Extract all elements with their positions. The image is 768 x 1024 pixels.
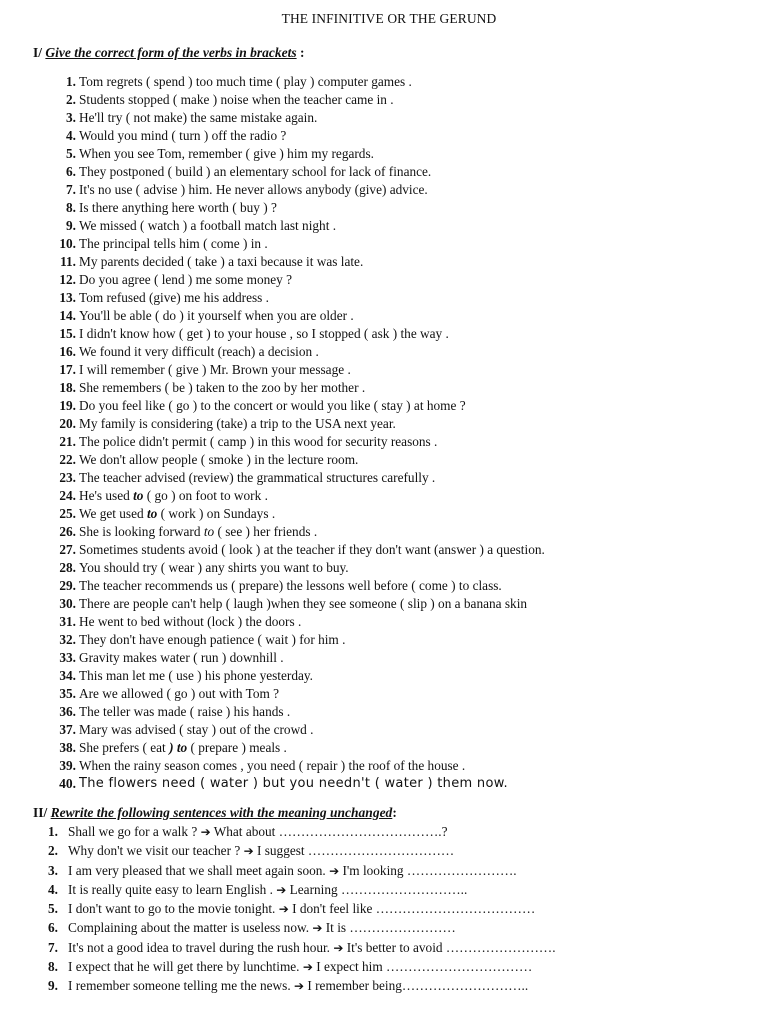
- rewrite-prompt: I don't feel like ………………………………: [288, 901, 536, 917]
- item-text: [68, 957, 532, 977]
- item-text: You'll be able ( do ) it yourself when you are older .: [79, 308, 354, 323]
- item-text: We don't allow people ( smoke ) in the lecture room.: [79, 452, 359, 467]
- rewrite-item: [0, 861, 768, 880]
- item-text: They don't have enough patience ( wait ) for him .: [79, 632, 346, 647]
- item-text: Do you feel like ( go ) to the concert or would you like ( stay ) at home ?: [79, 398, 466, 413]
- rewrite-prompt: I remember being………………………..: [304, 978, 529, 994]
- item-number: 27.: [59, 542, 76, 557]
- item-number: 40.: [59, 776, 76, 791]
- exercise-item: [0, 487, 768, 505]
- item-text: They postponed ( build ) an elementary school for lack of finance.: [79, 164, 432, 179]
- item-number: 33.: [59, 650, 76, 665]
- document-title: THE INFINITIVE OR THE GERUND: [281, 11, 497, 26]
- item-number: 25.: [59, 506, 76, 521]
- arrow-icon: ➔: [278, 902, 289, 917]
- original-sentence: I remember someone telling me the news.: [68, 978, 294, 994]
- exercise-item: [0, 613, 768, 631]
- exercise-item: [0, 775, 768, 793]
- item-number: 19.: [59, 398, 76, 413]
- item-number: 9.: [48, 978, 58, 994]
- item-text-before: She prefers ( eat: [79, 740, 170, 755]
- section-1-instruction: Give the correct form of the verbs in brackets: [45, 45, 297, 60]
- item-number: 6.: [66, 164, 76, 179]
- item-number: 13.: [59, 290, 76, 305]
- item-number: 31.: [59, 614, 76, 629]
- rewrite-prompt: I suggest ……………………………: [253, 843, 455, 859]
- arrow-icon: ➔: [329, 863, 340, 878]
- item-text: The flowers need ( water ) but you needn't ( water ) them now.: [79, 776, 508, 791]
- item-text: Are we allowed ( go ) out with Tom ?: [79, 686, 280, 701]
- item-text: When you see Tom, remember ( give ) him my regards.: [79, 146, 374, 161]
- item-number: 2.: [48, 843, 58, 859]
- item-text: [79, 523, 317, 541]
- item-number: 12.: [59, 272, 76, 287]
- emphasized-word: to: [133, 488, 144, 503]
- exercise-item: [0, 127, 768, 145]
- section-2-exercise-list: [0, 822, 768, 996]
- rewrite-prompt: Learning ………………………..: [286, 881, 468, 897]
- item-number: 17.: [59, 362, 76, 377]
- original-sentence: I don't want to go to the movie tonight.: [68, 901, 279, 917]
- exercise-item: [0, 325, 768, 343]
- item-number: 28.: [59, 560, 76, 575]
- item-text: Tom regrets ( spend ) too much time ( play ) computer games .: [79, 74, 412, 89]
- item-number: 23.: [59, 470, 76, 485]
- item-number: 8.: [48, 959, 58, 975]
- item-number: 1.: [66, 74, 76, 89]
- item-text: The police didn't permit ( camp ) in this wood for security reasons .: [79, 434, 438, 449]
- item-text: [79, 505, 275, 523]
- item-number: 8.: [66, 200, 76, 215]
- item-number: 22.: [59, 452, 76, 467]
- item-number: 1.: [48, 824, 58, 839]
- exercise-item: [0, 595, 768, 613]
- emphasized-word: ) to: [169, 740, 188, 755]
- item-text: When the rainy season comes , you need ( repair ) the roof of the house .: [79, 758, 466, 773]
- item-text-before: He's used: [79, 488, 134, 503]
- item-text: [68, 861, 517, 881]
- rewrite-prompt: I expect him ……………………………: [312, 959, 533, 975]
- item-number: 5.: [66, 146, 76, 161]
- exercise-item: [0, 757, 768, 775]
- item-number: 38.: [59, 740, 76, 755]
- exercise-item: [0, 433, 768, 451]
- section-1-number: I/: [33, 45, 43, 60]
- original-sentence: Why don't we visit our teacher ?: [68, 843, 244, 859]
- item-number: 39.: [59, 758, 76, 773]
- exercise-item: [0, 343, 768, 361]
- rewrite-item: [0, 918, 768, 937]
- item-text-after: ( go ) on foot to work .: [143, 488, 268, 503]
- item-text: This man let me ( use ) his phone yesterday.: [79, 668, 313, 683]
- exercise-item: [0, 649, 768, 667]
- item-text: The teacher advised (review) the grammatical structures carefully .: [79, 470, 436, 485]
- item-text: Students stopped ( make ) noise when the teacher came in .: [79, 92, 394, 107]
- arrow-icon: ➔: [302, 960, 313, 975]
- emphasized-word: to: [146, 506, 158, 521]
- exercise-item: [0, 379, 768, 397]
- original-sentence: I expect that he will get there by lunchtime.: [68, 959, 303, 975]
- exercise-item: [0, 523, 768, 541]
- item-number: 34.: [59, 668, 76, 683]
- item-number: 2.: [66, 92, 76, 107]
- original-sentence: I am very pleased that we shall meet again soon.: [68, 862, 330, 878]
- rewrite-item: [0, 976, 768, 995]
- rewrite-prompt: It's better to avoid …………………….: [343, 939, 556, 955]
- item-number: 3.: [66, 110, 76, 125]
- item-text: My family is considering (take) a trip to the USA next year.: [79, 416, 396, 431]
- section-2-number: II/: [33, 805, 48, 820]
- section-1-exercise-list: [0, 73, 768, 793]
- exercise-item: [0, 145, 768, 163]
- item-text-after: ( work ) on Sundays .: [157, 506, 276, 521]
- exercise-item: [0, 271, 768, 289]
- rewrite-item: [0, 899, 768, 918]
- item-text: Do you agree ( lend ) me some money ?: [79, 272, 293, 287]
- item-number: 20.: [59, 416, 76, 431]
- exercise-item: [0, 91, 768, 109]
- rewrite-prompt: What about ……………………………….?: [210, 824, 448, 839]
- exercise-item: [0, 289, 768, 307]
- exercise-item: [0, 163, 768, 181]
- item-text: [79, 739, 287, 757]
- item-number: 14.: [59, 308, 76, 323]
- exercise-item: [0, 73, 768, 91]
- arrow-icon: ➔: [243, 844, 254, 859]
- exercise-item: [0, 199, 768, 217]
- exercise-item: [0, 217, 768, 235]
- exercise-item: [0, 397, 768, 415]
- item-text: [68, 918, 456, 938]
- rewrite-prompt: I'm looking …………………….: [339, 862, 517, 878]
- item-text: I didn't know how ( get ) to your house , so I stopped ( ask ) the way .: [79, 326, 449, 341]
- rewrite-item: [0, 938, 768, 957]
- original-sentence: It's not a good idea to travel during the rush hour.: [68, 939, 334, 955]
- item-text: I will remember ( give ) Mr. Brown your message .: [79, 362, 351, 377]
- item-text: The teacher recommends us ( prepare) the lessons well before ( come ) to class.: [79, 578, 502, 593]
- exercise-item: [0, 667, 768, 685]
- exercise-item: [0, 361, 768, 379]
- item-text: There are people can't help ( laugh )when they see someone ( slip ) on a banana skin: [79, 596, 528, 611]
- item-text: [79, 487, 268, 505]
- item-text: We missed ( watch ) a football match last night .: [79, 218, 337, 233]
- arrow-icon: ➔: [333, 940, 344, 955]
- arrow-icon: ➔: [276, 882, 287, 897]
- exercise-item: [0, 721, 768, 739]
- item-number: 29.: [59, 578, 76, 593]
- item-text-after: ( see ) her friends .: [214, 524, 318, 539]
- item-text: He'll try ( not make) the same mistake again.: [79, 110, 318, 125]
- item-number: 4.: [48, 881, 58, 897]
- item-number: 18.: [59, 380, 76, 395]
- section-1-colon: :: [296, 45, 305, 60]
- item-text: [68, 899, 535, 919]
- item-text-before: We get used: [79, 506, 147, 521]
- exercise-item: [0, 703, 768, 721]
- item-text: [68, 841, 454, 861]
- item-number: 21.: [59, 434, 76, 449]
- item-text: My parents decided ( take ) a taxi because it was late.: [79, 254, 364, 269]
- item-number: 3.: [48, 862, 58, 878]
- arrow-icon: ➔: [312, 921, 323, 936]
- section-2-instruction: Rewrite the following sentences with the meaning unchanged: [50, 805, 393, 820]
- item-number: 37.: [59, 722, 76, 737]
- exercise-item: [0, 541, 768, 559]
- item-number: 10.: [59, 236, 76, 251]
- item-number: 4.: [66, 128, 76, 143]
- item-number: 9.: [66, 218, 76, 233]
- rewrite-item: [0, 822, 768, 841]
- arrow-icon: ➔: [293, 979, 305, 994]
- exercise-item: [0, 451, 768, 469]
- item-text: [68, 938, 556, 958]
- item-text: It's no use ( advise ) him. He never allows anybody (give) advice.: [79, 182, 428, 197]
- item-number: 6.: [48, 920, 58, 936]
- item-number: 7.: [66, 182, 76, 197]
- item-number: 15.: [59, 326, 76, 341]
- item-number: 30.: [59, 596, 76, 611]
- item-text: Mary was advised ( stay ) out of the crowd .: [79, 722, 314, 737]
- item-number: 36.: [59, 704, 76, 719]
- section-1-heading: [33, 45, 304, 61]
- section-2-colon: :: [392, 805, 397, 820]
- rewrite-item: [0, 841, 768, 860]
- exercise-item: [0, 631, 768, 649]
- item-number: 24.: [59, 488, 76, 503]
- arrow-icon: ➔: [200, 825, 211, 839]
- exercise-item: [0, 109, 768, 127]
- item-text-after: ( prepare ) meals .: [187, 740, 287, 755]
- item-text: Sometimes students avoid ( look ) at the teacher if they don't want (answer ) a question.: [79, 542, 545, 557]
- exercise-item: [0, 505, 768, 523]
- exercise-item: [0, 577, 768, 595]
- exercise-item: [0, 235, 768, 253]
- section-2-heading: [33, 805, 397, 821]
- item-text: Gravity makes water ( run ) downhill .: [79, 650, 284, 665]
- item-text: He went to bed without (lock ) the doors .: [79, 614, 302, 629]
- emphasized-word: to: [203, 524, 215, 539]
- original-sentence: Shall we go for a walk ?: [68, 824, 201, 839]
- item-number: 7.: [48, 939, 58, 955]
- item-text: The teller was made ( raise ) his hands .: [79, 704, 291, 719]
- item-text: You should try ( wear ) any shirts you want to buy.: [79, 560, 349, 575]
- exercise-item: [0, 739, 768, 757]
- item-number: 5.: [48, 901, 58, 917]
- item-number: 11.: [60, 254, 76, 269]
- item-number: 32.: [59, 632, 76, 647]
- item-text: [68, 822, 447, 842]
- rewrite-item: [0, 957, 768, 976]
- exercise-item: [0, 415, 768, 433]
- exercise-item: [0, 307, 768, 325]
- item-number: 26.: [59, 524, 76, 539]
- rewrite-item: [0, 880, 768, 899]
- item-text: Is there anything here worth ( buy ) ?: [79, 200, 277, 215]
- item-text: [68, 880, 467, 900]
- original-sentence: Complaining about the matter is useless now.: [68, 920, 313, 936]
- item-number: 16.: [59, 344, 76, 359]
- item-text: [68, 976, 528, 996]
- item-text: We found it very difficult (reach) a decision .: [79, 344, 319, 359]
- item-text: She remembers ( be ) taken to the zoo by her mother .: [79, 380, 366, 395]
- item-text: Would you mind ( turn ) off the radio ?: [79, 128, 287, 143]
- item-text: The principal tells him ( come ) in .: [79, 236, 268, 251]
- rewrite-prompt: It is ……………………: [322, 920, 456, 936]
- exercise-item: [0, 559, 768, 577]
- original-sentence: It is really quite easy to learn English .: [68, 881, 277, 897]
- item-text-before: She is looking forward: [79, 524, 204, 539]
- exercise-item: [0, 253, 768, 271]
- exercise-item: [0, 685, 768, 703]
- exercise-item: [0, 181, 768, 199]
- item-number: 35.: [59, 686, 76, 701]
- exercise-item: [0, 469, 768, 487]
- item-text: Tom refused (give) me his address .: [79, 290, 269, 305]
